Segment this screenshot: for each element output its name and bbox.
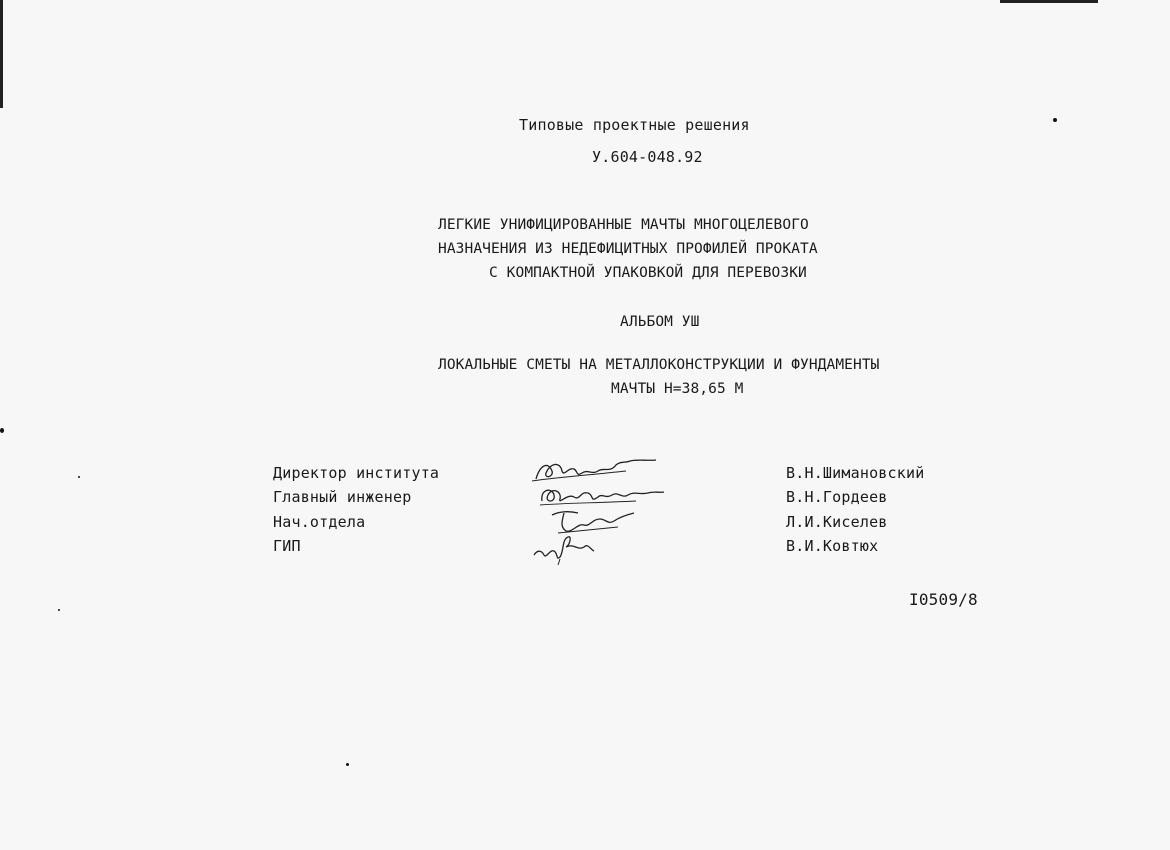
role-department-head: Нач.отдела [273,513,366,531]
role-chief-engineer: Главный инженер [273,488,412,506]
scan-speck [78,476,80,478]
signature-chief-project-engineer [530,529,600,567]
scan-edge-left [0,0,3,108]
name-chief-engineer: В.Н.Гордеев [786,488,888,506]
inventory-number: I0509/8 [909,590,978,609]
scan-speck [0,428,4,433]
name-department-head: Л.И.Киселев [786,513,888,531]
name-chief-project-engineer: В.И.Ковтюх [786,537,879,555]
scan-speck [346,763,349,766]
name-director: В.Н.Шимановский [786,464,925,482]
title-line-2: НАЗНАЧЕНИЯ ИЗ НЕДЕФИЦИТНЫХ ПРОФИЛЕЙ ПРОКАТА [438,241,818,257]
title-line-1: ЛЕГКИЕ УНИФИЦИРОВАННЫЕ МАЧТЫ МНОГОЦЕЛЕВОГО [438,217,809,233]
scan-speck [1053,118,1057,122]
title-line-3: С КОМПАКТНОЙ УПАКОВКОЙ ДЛЯ ПЕРЕВОЗКИ [489,265,807,281]
series-title: Типовые проектные решения [519,116,750,134]
subtitle-line-2: МАЧТЫ Н=38,65 М [611,381,744,397]
role-chief-project-engineer: ГИП [273,537,301,555]
album-label: АЛЬБОМ УШ [620,314,700,330]
document-code: У.604-048.92 [592,148,703,166]
role-director: Директор института [273,464,440,482]
scan-speck [58,609,60,611]
scan-edge-top-right [1000,0,1098,3]
subtitle-line-1: ЛОКАЛЬНЫЕ СМЕТЫ НА МЕТАЛЛОКОНСТРУКЦИИ И ФУНДАМЕНТЫ [438,357,880,373]
